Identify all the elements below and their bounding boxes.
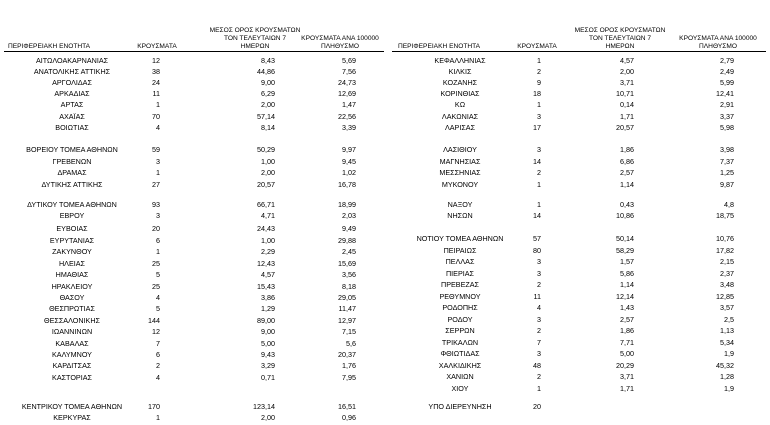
right-row-cases-cell: 2 (537, 280, 541, 289)
left-row-region-cell: ΗΜΑΘΙΑΣ (55, 270, 89, 279)
right-row-avg7-cell: 1,86 (620, 145, 634, 154)
left-row-avg7-cell: 3,29 (261, 361, 275, 370)
right-row-avg7-cell: 5,86 (620, 269, 634, 278)
right-row-cases-cell: 1 (537, 100, 541, 109)
left-header-avg7-line3: ΗΜΕΡΩΝ (240, 43, 270, 50)
right-row-per100k-cell: 3,98 (720, 145, 734, 154)
left-row-region-cell: ΘΕΣΠΡΩΤΙΑΣ (49, 304, 95, 313)
left-row-per100k-cell: 29,88 (338, 236, 356, 245)
left-row-cases-cell: 1 (156, 247, 160, 256)
left-header-cases: ΚΡΟΥΣΜΑΤΑ (137, 43, 177, 50)
right-row-cases-cell: 57 (533, 234, 541, 243)
right-row-per100k-cell: 2,15 (720, 257, 734, 266)
right-row-avg7-cell: 0,14 (620, 100, 634, 109)
right-row-cases-cell: 17 (533, 123, 541, 132)
left-row-cases-cell: 3 (156, 211, 160, 220)
right-header-avg7 (565, 27, 675, 51)
left-row-per100k-cell: 24,73 (338, 78, 356, 87)
left-row-per100k-cell: 18,99 (338, 200, 356, 209)
left-row-cases-cell: 38 (152, 67, 160, 76)
left-row-region-cell: ΕΒΡΟΥ (59, 211, 85, 220)
right-row-per100k-cell: 45,32 (716, 361, 734, 370)
left-row-avg7-cell: 5,00 (261, 339, 275, 348)
right-row-per100k-cell: 12,85 (716, 292, 734, 301)
right-header-per100k-line2: ΠΛΗΘΥΣΜΟ (699, 43, 737, 50)
right-row-per100k-cell: 10,76 (716, 234, 734, 243)
right-row-cases-cell: 3 (537, 349, 541, 358)
left-row-cases-cell: 1 (156, 413, 160, 422)
right-header-cases: ΚΡΟΥΣΜΑΤΑ (517, 43, 557, 50)
right-header-avg7-line3: ΗΜΕΡΩΝ (605, 43, 635, 50)
right-header-region: ΠΕΡΙΦΕΡΕΙΑΚΗ ΕΝΟΤΗΤΑ (398, 43, 481, 50)
right-row-cases-cell: 2 (537, 168, 541, 177)
right-row-avg7-cell: 2,00 (620, 67, 634, 76)
left-row-region-cell: ΒΟΡΕΙΟΥ ΤΟΜΕΑ ΑΘΗΝΩΝ (26, 145, 118, 154)
right-row-avg7-cell: 1,71 (620, 112, 634, 121)
right-row-per100k-cell: 2,37 (720, 269, 734, 278)
left-row-cases-cell: 59 (152, 145, 160, 154)
left-row-avg7-cell: 3,86 (261, 293, 275, 302)
left-row-region-cell: ΙΩΑΝΝΙΝΩΝ (51, 327, 93, 336)
left-row-cases-cell: 5 (156, 270, 160, 279)
right-row-region-cell: ΠΙΕΡΙΑΣ (445, 269, 474, 278)
left-header-per100k (290, 35, 390, 51)
right-row-cases-cell: 11 (533, 292, 541, 301)
left-row-region-cell: ΕΥΒΟΙΑΣ (56, 224, 88, 233)
left-row-cases-cell: 1 (156, 100, 160, 109)
left-row-per100k-cell: 12,69 (338, 89, 356, 98)
left-row-cases-cell: 11 (152, 89, 160, 98)
right-row-per100k-cell: 2,91 (720, 100, 734, 109)
left-row-avg7-cell: 57,14 (257, 112, 275, 121)
right-row-region-cell: ΝΗΣΩΝ (447, 211, 473, 220)
left-row-avg7-cell: 2,00 (261, 100, 275, 109)
right-row-cases-cell: 9 (537, 78, 541, 87)
right-row-avg7-cell: 1,14 (620, 280, 634, 289)
right-row-cases-cell: 3 (537, 315, 541, 324)
left-row-per100k-cell: 5,6 (346, 339, 356, 348)
right-row-cases-cell: 14 (533, 157, 541, 166)
left-row-region-cell: ΑΡΚΑΔΙΑΣ (54, 89, 90, 98)
left-row-avg7-cell: 2,29 (261, 247, 275, 256)
right-row-cases-cell: 3 (537, 145, 541, 154)
left-row-per100k-cell: 22,56 (338, 112, 356, 121)
left-header-per100k-line1: ΚΡΟΥΣΜΑΤΑ ΑΝΑ 100000 (301, 35, 379, 42)
right-row-cases-cell: 20 (533, 402, 541, 411)
right-row-avg7-cell: 20,29 (616, 361, 634, 370)
left-row-avg7-cell: 2,00 (261, 168, 275, 177)
right-row-cases-cell: 48 (533, 361, 541, 370)
right-row-avg7-cell: 2,57 (620, 315, 634, 324)
right-row-avg7-cell: 0,43 (620, 200, 634, 209)
right-row-per100k-cell: 2,5 (724, 315, 734, 324)
left-row-per100k-cell: 9,49 (342, 224, 356, 233)
right-row-region-cell: ΦΘΙΩΤΙΔΑΣ (440, 349, 480, 358)
right-row-avg7-cell: 1,57 (620, 257, 634, 266)
right-row-cases-cell: 18 (533, 89, 541, 98)
left-row-per100k-cell: 0,96 (342, 413, 356, 422)
right-row-cases-cell: 80 (533, 246, 541, 255)
right-row-avg7-cell: 3,71 (620, 78, 634, 87)
left-row-per100k-cell: 2,45 (342, 247, 356, 256)
left-row-per100k-cell: 20,37 (338, 350, 356, 359)
right-row-cases-cell: 1 (537, 384, 541, 393)
left-row-per100k-cell: 1,76 (342, 361, 356, 370)
right-row-avg7-cell: 58,29 (616, 246, 634, 255)
right-row-cases-cell: 2 (537, 67, 541, 76)
right-row-region-cell: ΛΑΚΩΝΙΑΣ (441, 112, 479, 121)
right-header-rule (392, 51, 766, 52)
left-row-per100k-cell: 15,69 (338, 259, 356, 268)
left-row-per100k-cell: 3,56 (342, 270, 356, 279)
left-row-region-cell: ΑΧΑΪΑΣ (59, 112, 85, 121)
left-row-avg7-cell: 9,43 (261, 350, 275, 359)
left-row-region-cell: ΚΕΝΤΡΙΚΟΥ ΤΟΜΕΑ ΑΘΗΝΩΝ (21, 402, 123, 411)
left-row-avg7-cell: 0,71 (261, 373, 275, 382)
left-row-region-cell: ΘΑΣΟΥ (59, 293, 85, 302)
left-row-cases-cell: 24 (152, 78, 160, 87)
right-row-per100k-cell: 1,9 (724, 384, 734, 393)
left-row-per100k-cell: 7,95 (342, 373, 356, 382)
right-row-avg7-cell: 3,71 (620, 372, 634, 381)
right-row-per100k-cell: 5,99 (720, 78, 734, 87)
left-row-avg7-cell: 1,00 (261, 157, 275, 166)
right-row-avg7-cell: 12,14 (616, 292, 634, 301)
left-row-per100k-cell: 2,03 (342, 211, 356, 220)
left-row-cases-cell: 27 (152, 180, 160, 189)
left-row-cases-cell: 70 (152, 112, 160, 121)
right-row-per100k-cell: 4,8 (724, 200, 734, 209)
left-row-per100k-cell: 1,47 (342, 100, 356, 109)
right-row-per100k-cell: 18,75 (716, 211, 734, 220)
right-row-cases-cell: 2 (537, 326, 541, 335)
right-header-per100k-line1: ΚΡΟΥΣΜΑΤΑ ΑΝΑ 100000 (679, 35, 757, 42)
right-header-per100k (668, 35, 768, 51)
right-row-region-cell: ΝΟΤΙΟΥ ΤΟΜΕΑ ΑΘΗΝΩΝ (416, 234, 504, 243)
left-row-region-cell: ΚΑΣΤΟΡΙΑΣ (52, 373, 92, 382)
right-row-region-cell: ΧΙΟΥ (451, 384, 469, 393)
right-row-cases-cell: 7 (537, 338, 541, 347)
right-row-region-cell: ΡΕΘΥΜΝΟΥ (439, 292, 481, 301)
right-row-per100k-cell: 1,28 (720, 372, 734, 381)
left-row-per100k-cell: 9,97 (342, 145, 356, 154)
right-row-region-cell: ΜΥΚΟΝΟΥ (441, 180, 479, 189)
left-row-cases-cell: 25 (152, 259, 160, 268)
left-row-avg7-cell: 8,14 (261, 123, 275, 132)
left-row-region-cell: ΗΡΑΚΛΕΙΟΥ (51, 282, 93, 291)
right-row-region-cell: ΠΡΕΒΕΖΑΣ (441, 280, 479, 289)
right-row-cases-cell: 4 (537, 303, 541, 312)
right-row-per100k-cell: 2,49 (720, 67, 734, 76)
left-row-region-cell: ΖΑΚΥΝΘΟΥ (52, 247, 92, 256)
left-row-avg7-cell: 44,86 (257, 67, 275, 76)
right-row-avg7-cell: 1,71 (620, 384, 634, 393)
left-header-avg7-line1: ΜΕΣΟΣ ΟΡΟΣ ΚΡΟΥΣΜΑΤΩΝ (209, 27, 301, 34)
right-row-region-cell: ΥΠΟ ΔΙΕΡΕΥΝΗΣΗ (428, 402, 492, 411)
left-header-per100k-line2: ΠΛΗΘΥΣΜΟ (321, 43, 359, 50)
left-row-cases-cell: 7 (156, 339, 160, 348)
right-row-region-cell: ΧΑΝΙΩΝ (446, 372, 474, 381)
left-row-per100k-cell: 1,02 (342, 168, 356, 177)
right-row-region-cell: ΚΟΖΑΝΗΣ (442, 78, 478, 87)
right-row-region-cell: ΧΑΛΚΙΔΙΚΗΣ (438, 361, 482, 370)
left-row-per100k-cell: 7,56 (342, 67, 356, 76)
left-row-region-cell: ΑΡΤΑΣ (60, 100, 84, 109)
right-row-cases-cell: 3 (537, 112, 541, 121)
left-row-per100k-cell: 3,39 (342, 123, 356, 132)
left-row-per100k-cell: 8,18 (342, 282, 356, 291)
left-row-avg7-cell: 20,57 (257, 180, 275, 189)
right-row-region-cell: ΚΩ (454, 100, 466, 109)
left-row-region-cell: ΘΕΣΣΑΛΟΝΙΚΗΣ (44, 316, 100, 325)
left-row-avg7-cell: 4,71 (261, 211, 275, 220)
right-row-per100k-cell: 9,87 (720, 180, 734, 189)
left-row-cases-cell: 144 (148, 316, 160, 325)
right-row-avg7-cell: 4,57 (620, 56, 634, 65)
right-row-per100k-cell: 12,41 (716, 89, 734, 98)
left-row-cases-cell: 2 (156, 361, 160, 370)
right-row-avg7-cell: 10,71 (616, 89, 634, 98)
left-header-region: ΠΕΡΙΦΕΡΕΙΑΚΗ ΕΝΟΤΗΤΑ (8, 43, 91, 50)
right-row-region-cell: ΚΕΦΑΛΛΗΝΙΑΣ (434, 56, 486, 65)
left-header-rule (4, 51, 384, 52)
left-row-avg7-cell: 50,29 (257, 145, 275, 154)
left-row-per100k-cell: 11,47 (338, 304, 356, 313)
right-row-avg7-cell: 2,57 (620, 168, 634, 177)
left-row-cases-cell: 4 (156, 123, 160, 132)
left-row-region-cell: ΕΥΡΥΤΑΝΙΑΣ (49, 236, 95, 245)
left-row-cases-cell: 4 (156, 373, 160, 382)
left-row-per100k-cell: 7,15 (342, 327, 356, 336)
right-row-cases-cell: 1 (537, 180, 541, 189)
right-row-avg7-cell: 1,86 (620, 326, 634, 335)
left-row-avg7-cell: 24,43 (257, 224, 275, 233)
right-row-avg7-cell: 6,86 (620, 157, 634, 166)
right-row-per100k-cell: 1,25 (720, 168, 734, 177)
left-row-avg7-cell: 1,00 (261, 236, 275, 245)
left-row-region-cell: ΑΝΑΤΟΛΙΚΗΣ ΑΤΤΙΚΗΣ (33, 67, 111, 76)
left-row-per100k-cell: 12,97 (338, 316, 356, 325)
right-row-avg7-cell: 50,14 (616, 234, 634, 243)
right-row-region-cell: ΚΟΡΙΝΘΙΑΣ (440, 89, 480, 98)
right-row-cases-cell: 1 (537, 200, 541, 209)
right-row-region-cell: ΠΕΛΛΑΣ (445, 257, 475, 266)
right-row-cases-cell: 3 (537, 257, 541, 266)
right-row-region-cell: ΜΑΓΝΗΣΙΑΣ (439, 157, 481, 166)
right-row-cases-cell: 14 (533, 211, 541, 220)
right-row-per100k-cell: 3,37 (720, 112, 734, 121)
left-row-region-cell: ΒΟΙΩΤΙΑΣ (55, 123, 89, 132)
right-row-per100k-cell: 1,13 (720, 326, 734, 335)
right-row-cases-cell: 1 (537, 56, 541, 65)
left-row-per100k-cell: 16,51 (338, 402, 356, 411)
right-row-per100k-cell: 3,57 (720, 303, 734, 312)
left-row-avg7-cell: 1,29 (261, 304, 275, 313)
left-row-avg7-cell: 8,43 (261, 56, 275, 65)
right-row-region-cell: ΤΡΙΚΑΛΩΝ (441, 338, 479, 347)
left-header-avg7-line2: ΤΟΝ ΤΕΛΕΥΤΑΙΩΝ 7 (223, 35, 287, 42)
left-row-region-cell: ΚΑΛΥΜΝΟΥ (52, 350, 92, 359)
right-row-per100k-cell: 2,79 (720, 56, 734, 65)
right-row-region-cell: ΡΟΔΟΠΗΣ (442, 303, 478, 312)
right-row-cases-cell: 3 (537, 269, 541, 278)
right-row-avg7-cell: 1,43 (620, 303, 634, 312)
right-row-per100k-cell: 5,34 (720, 338, 734, 347)
right-row-region-cell: ΜΕΣΣΗΝΙΑΣ (439, 168, 481, 177)
right-row-per100k-cell: 5,98 (720, 123, 734, 132)
right-row-per100k-cell: 7,37 (720, 157, 734, 166)
right-row-avg7-cell: 10,86 (616, 211, 634, 220)
left-row-cases-cell: 6 (156, 350, 160, 359)
right-row-avg7-cell: 20,57 (616, 123, 634, 132)
left-row-cases-cell: 20 (152, 224, 160, 233)
left-row-region-cell: ΓΡΕΒΕΝΩΝ (52, 157, 92, 166)
left-row-per100k-cell: 16,78 (338, 180, 356, 189)
left-row-region-cell: ΚΑΡΔΙΤΣΑΣ (52, 361, 92, 370)
left-row-avg7-cell: 15,43 (257, 282, 275, 291)
left-row-region-cell: ΚΑΒΑΛΑΣ (55, 339, 89, 348)
right-row-region-cell: ΝΑΞΟΥ (447, 200, 473, 209)
left-row-cases-cell: 5 (156, 304, 160, 313)
left-row-avg7-cell: 89,00 (257, 316, 275, 325)
left-row-avg7-cell: 12,43 (257, 259, 275, 268)
left-row-per100k-cell: 5,69 (342, 56, 356, 65)
left-row-cases-cell: 3 (156, 157, 160, 166)
left-row-cases-cell: 1 (156, 168, 160, 177)
left-row-cases-cell: 170 (148, 402, 160, 411)
left-row-avg7-cell: 66,71 (257, 200, 275, 209)
right-row-region-cell: ΛΑΣΙΘΙΟΥ (443, 145, 477, 154)
left-row-cases-cell: 12 (152, 56, 160, 65)
right-row-per100k-cell: 1,9 (724, 349, 734, 358)
right-row-region-cell: ΠΕΙΡΑΙΩΣ (443, 246, 477, 255)
right-row-per100k-cell: 17,82 (716, 246, 734, 255)
left-row-per100k-cell: 9,45 (342, 157, 356, 166)
left-row-cases-cell: 93 (152, 200, 160, 209)
left-row-region-cell: ΔΥΤΙΚΟΥ ΤΟΜΕΑ ΑΘΗΝΩΝ (27, 200, 117, 209)
left-row-region-cell: ΔΥΤΙΚΗΣ ΑΤΤΙΚΗΣ (41, 180, 103, 189)
right-header-avg7-line2: ΤΟΝ ΤΕΛΕΥΤΑΙΩΝ 7 (588, 35, 652, 42)
left-row-avg7-cell: 9,00 (261, 78, 275, 87)
left-row-region-cell: ΑΡΓΟΛΙΔΑΣ (52, 78, 92, 87)
right-row-region-cell: ΛΑΡΙΣΑΣ (444, 123, 476, 132)
right-row-avg7-cell: 5,00 (620, 349, 634, 358)
left-row-region-cell: ΑΙΤΩΛΟΑΚΑΡΝΑΝΙΑΣ (35, 56, 109, 65)
left-row-cases-cell: 12 (152, 327, 160, 336)
right-row-avg7-cell: 7,71 (620, 338, 634, 347)
left-row-per100k-cell: 29,05 (338, 293, 356, 302)
left-row-cases-cell: 6 (156, 236, 160, 245)
left-row-cases-cell: 25 (152, 282, 160, 291)
right-row-region-cell: ΡΟΔΟΥ (447, 315, 473, 324)
left-row-region-cell: ΔΡΑΜΑΣ (57, 168, 87, 177)
left-row-region-cell: ΚΕΡΚΥΡΑΣ (53, 413, 91, 422)
right-row-region-cell: ΣΕΡΡΩΝ (445, 326, 475, 335)
left-row-avg7-cell: 4,57 (261, 270, 275, 279)
left-row-avg7-cell: 6,29 (261, 89, 275, 98)
right-row-cases-cell: 2 (537, 372, 541, 381)
right-row-region-cell: ΚΙΛΚΙΣ (448, 67, 472, 76)
right-row-per100k-cell: 3,48 (720, 280, 734, 289)
left-row-avg7-cell: 123,14 (253, 402, 275, 411)
left-row-region-cell: ΗΛΕΙΑΣ (58, 259, 86, 268)
left-row-avg7-cell: 2,00 (261, 413, 275, 422)
left-row-cases-cell: 4 (156, 293, 160, 302)
left-row-avg7-cell: 9,00 (261, 327, 275, 336)
right-row-avg7-cell: 1,14 (620, 180, 634, 189)
right-header-avg7-line1: ΜΕΣΟΣ ΟΡΟΣ ΚΡΟΥΣΜΑΤΩΝ (574, 27, 666, 34)
